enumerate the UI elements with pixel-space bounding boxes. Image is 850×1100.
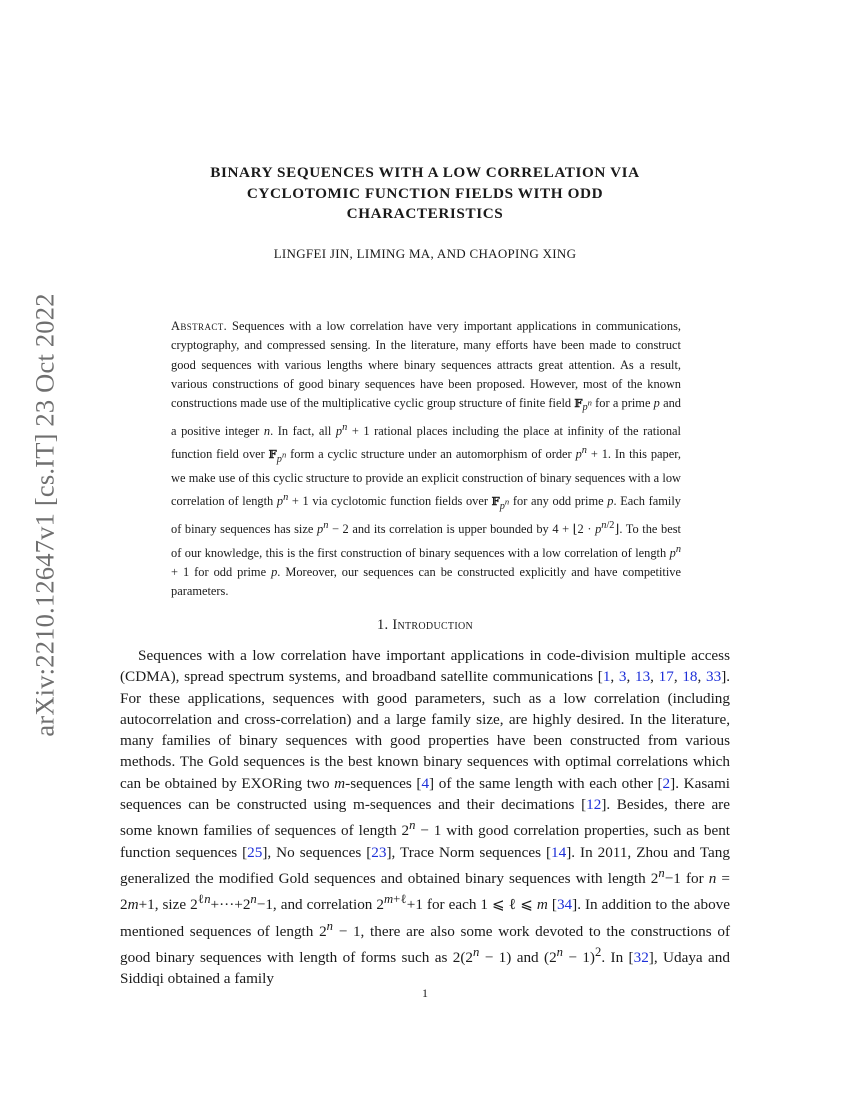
citation-link[interactable]: 14 [551,843,567,861]
arxiv-identifier [20,285,70,745]
author-list: LINGFEI JIN, LIMING MA, AND CHAOPING XING [273,246,577,261]
abstract-text: Sequences with a low correlation have very important applications in communications, cryptography, and compressed sensing. In the literature, many efforts have been made to construct good sequences with various lengths where binary sequences attracts great attention. As a result, various constructions of good binary sequences have been proposed. However, most of the known constructions made use of the multiplicative cyclic group structure of finite field 𝔽$_{p^n}$ for a prime p and a positive integer n. In fact, all $p^n + 1$ rational places including the place at infinity of the rational function field over 𝔽$_{p^n}$ form a cyclic structure under an automorphism of order $p^n + 1$. In this paper, we make use of this cyclic structure to provide an explicit construction of binary sequences with a low correlation of length $p^n + 1$ via cyclotomic function fields over 𝔽$_{p^n}$ for any odd prime p. Each family of binary sequences has size $p^n - 2$ and its correlation is upper bounded by 4 + ⌊2 · $p^{n/2}⌋$. To the best of our knowledge, this is the first construction of binary sequences with a low correlation of length $p^n + 1$ for odd prime p. Moreover, our sequences can be constructed explicitly and have competitive parameters. [171,319,681,599]
introduction-paragraph: Sequences with a low correlation have important applications in code-division multiple access (CDMA), spread spectrum systems, and broadband satellite communications [1, 3, 13, 17, 18, 33]. For these applications, sequences with good parameters, such as a low correlation (including autocorrelation and cross-correlation) and a large family size, are highly desired. In the literature, many families of binary sequences with good properties have been constructed from various methods. The Gold sequences is the best known binary sequences with optimal correlations which can be obtained by EXORing two m-sequences [4] of the same length with each other [2]. Kasami sequences can be constructed using m-sequences and their decimations [12]. Besides, there are some known families of sequences of length $2^n - 1$ with good correlation properties, such as bent function sequences [25], No sequences [23], Trace Norm sequences [14]. In 2011, Zhou and Tang generalized the modified Gold sequences and obtained binary sequences with length $2^n-1$ for n = 2m+1, size $2^{\ell n}+\cdot\cdot\cdot+2^n-1$, and correlation $2^{m+\ell}+1$ for each 1 ⩽ ℓ ⩽ m [34]. In addition to the above mentioned sequences of length $2^n - 1$, there are also some work devoted to the constructions of good binary sequences with length of forms such as $2(2^n - 1)$ and $(2^n - 1)^2$. In [32], Udaya and Siddiqi obtained a family [120,647,731,988]
citation-link[interactable]: 17 [658,668,674,686]
citation-link[interactable]: 18 [682,668,698,686]
citation-link[interactable]: 2 [662,774,671,792]
paper-title [140,163,710,225]
abstract [171,317,681,601]
citation-link[interactable]: 3 [618,668,627,686]
citation-link[interactable]: 13 [634,668,651,686]
section-heading-introduction [120,617,730,634]
title-line-2: CYCLOTOMIC FUNCTION FIELDS WITH ODD [246,184,604,202]
citation-link[interactable]: 4 [421,774,430,792]
citation-link[interactable]: 25 [247,843,263,861]
arxiv-identifier-text: arXiv:2210.12647v1 [cs.IT] 23 Oct 2022 [29,293,60,737]
citation-link[interactable]: 1 [602,668,611,686]
abstract-label: Abstract. [171,319,228,333]
citation-link[interactable]: 32 [633,949,649,967]
citation-link[interactable]: 23 [371,843,387,861]
section-heading-text: 1. Introduction [376,617,474,633]
introduction-body [120,645,730,990]
citation-link[interactable]: 33 [706,668,722,686]
title-line-3: CHARACTERISTICS [346,205,504,222]
citation-link[interactable]: 12 [586,796,602,814]
citation-link[interactable]: 34 [556,896,573,914]
title-line-1: BINARY SEQUENCES WITH A LOW CORRELATION VIA [210,164,640,181]
page-number: 1 [422,986,428,1000]
